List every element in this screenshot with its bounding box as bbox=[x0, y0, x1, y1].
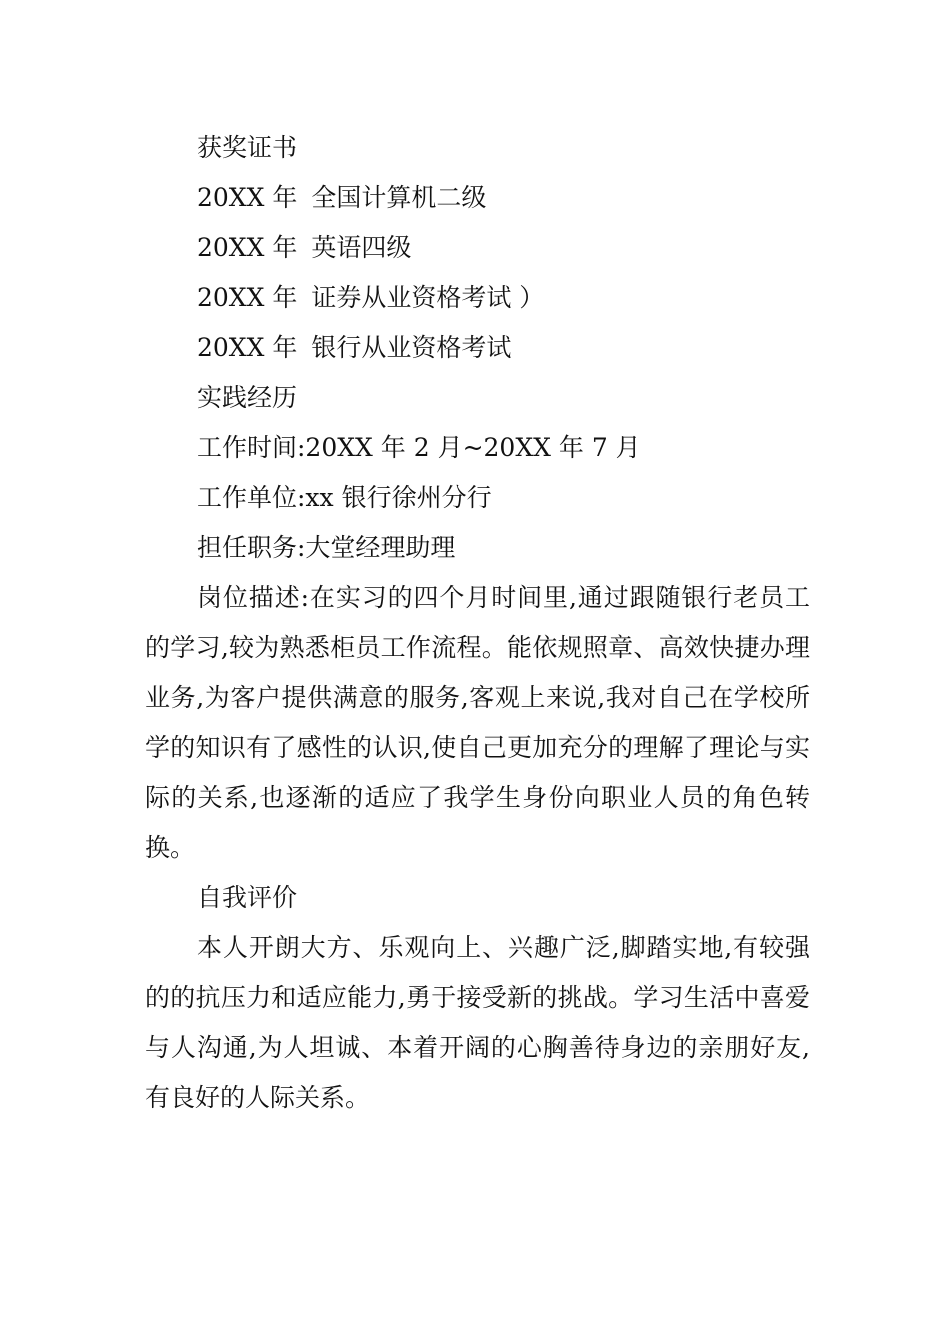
self-evaluation-text: 本人开朗大方、乐观向上、兴趣广泛,脚踏实地,有较强的的抗压力和适应能力,勇于接受新的挑战。学习生活中喜爱与人沟通,为人坦诚、本着开阔的心胸善待身边的亲朋好友,有良好的人际关系。 bbox=[145, 933, 810, 1112]
work-position: 担任职务:大堂经理助理 bbox=[197, 533, 456, 562]
award-name: 英语四级 bbox=[311, 233, 412, 262]
award-item bbox=[145, 273, 810, 323]
document-body bbox=[145, 123, 810, 1123]
award-year: 20XX 年 bbox=[197, 283, 298, 312]
work-time: 工作时间:20XX 年 2 月~20XX 年 7 月 bbox=[197, 433, 641, 462]
self-evaluation-heading: 自我评价 bbox=[197, 883, 298, 912]
award-name: 全国计算机二级 bbox=[311, 183, 487, 212]
award-name: 证券从业资格考试 ） bbox=[311, 283, 545, 312]
awards-heading: 获奖证书 bbox=[197, 133, 298, 162]
job-description: 岗位描述:在实习的四个月时间里,通过跟随银行老员工的学习,较为熟悉柜员工作流程。能依规照章、高效快捷办理业务,为客户提供满意的服务,客观上来说,我对自己在学校所学的知识有了感性的认识,使自己更加充分的理解了理论与实际的关系,也逐渐的适应了我学生身份向职业人员的角色转换。 bbox=[145, 583, 810, 862]
award-item bbox=[145, 173, 810, 223]
practice-heading: 实践经历 bbox=[197, 383, 298, 412]
award-year: 20XX 年 bbox=[197, 183, 298, 212]
award-year: 20XX 年 bbox=[197, 333, 298, 362]
award-year: 20XX 年 bbox=[197, 233, 298, 262]
award-item bbox=[145, 323, 810, 373]
award-name: 银行从业资格考试 bbox=[311, 333, 512, 362]
award-item bbox=[145, 223, 810, 273]
work-unit: 工作单位:xx 银行徐州分行 bbox=[197, 483, 492, 512]
